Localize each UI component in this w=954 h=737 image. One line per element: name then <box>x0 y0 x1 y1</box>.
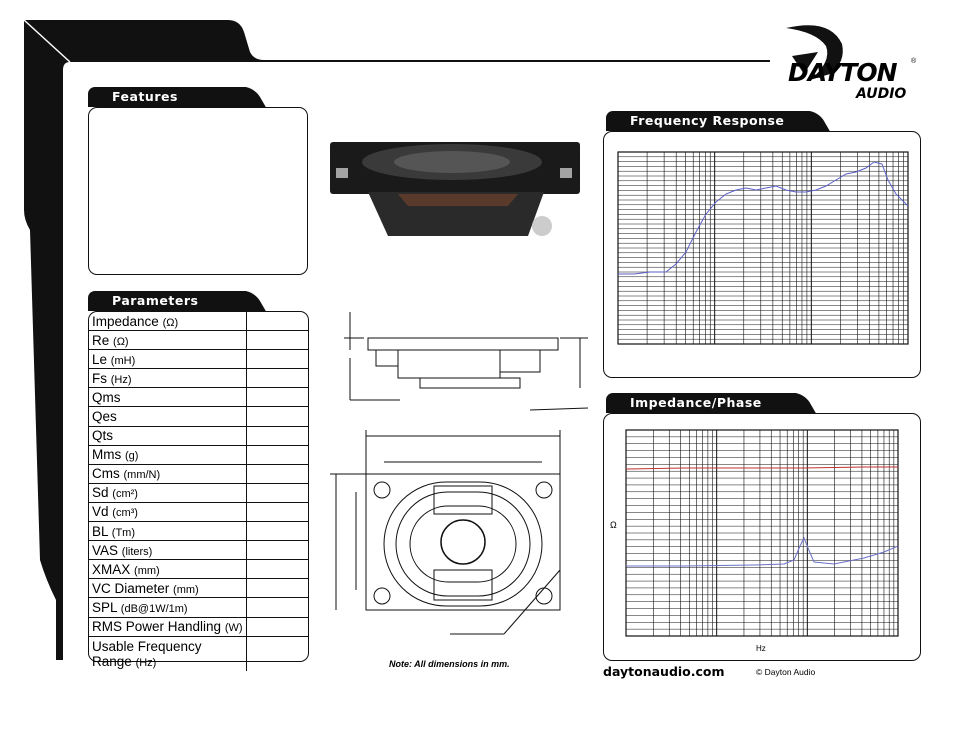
parameter-row <box>89 312 308 331</box>
parameter-name: SPL <box>92 599 118 615</box>
parameter-label <box>89 464 247 483</box>
parameter-row <box>89 617 308 636</box>
parameters-heading: Parameters <box>88 291 246 311</box>
parameter-label <box>89 560 247 579</box>
parameter-name: VC Diameter <box>92 580 170 596</box>
side-view-drawing <box>340 310 590 410</box>
parameter-name: XMAX <box>92 561 131 577</box>
parameter-label <box>89 483 247 502</box>
copyright-text: © Dayton Audio <box>756 667 816 677</box>
impedance-curve <box>626 467 898 469</box>
parameter-value <box>247 445 309 464</box>
parameter-value <box>247 502 309 521</box>
parameter-unit: (cm³) <box>112 507 138 520</box>
features-heading: Features <box>88 87 246 107</box>
impedance-x-label: Hz <box>756 644 766 653</box>
parameter-label <box>89 636 247 671</box>
parameter-row <box>89 560 308 579</box>
parameter-row <box>89 407 308 426</box>
dayton-audio-logo <box>770 22 920 112</box>
parameter-unit: (Ω) <box>113 335 129 348</box>
parameter-unit: (cm²) <box>112 488 138 501</box>
brand-sub: AUDIO <box>856 86 907 102</box>
parameter-row <box>89 579 308 598</box>
impedance-phase-chart <box>604 414 920 660</box>
impedance-phase-box <box>603 413 921 661</box>
parameter-label <box>89 369 247 388</box>
parameter-name: Mms <box>92 447 122 463</box>
parameter-unit: (liters) <box>121 545 153 558</box>
parameter-row <box>89 464 308 483</box>
frequency-response-heading: Frequency Response <box>606 111 810 131</box>
parameter-row <box>89 598 308 617</box>
parameter-value <box>247 636 309 671</box>
parameter-name: Qts <box>92 428 114 444</box>
parameter-value <box>247 312 309 331</box>
parameter-row <box>89 541 308 560</box>
parameter-value <box>247 560 309 579</box>
parameter-label <box>89 502 247 521</box>
parameter-unit: (W) <box>224 622 243 635</box>
website-link[interactable]: daytonaudio.com <box>603 664 725 679</box>
parameter-label <box>89 312 247 331</box>
parameter-name: Vd <box>92 504 109 520</box>
parameter-unit: (mm) <box>173 583 199 596</box>
parameter-row <box>89 502 308 521</box>
parameter-label <box>89 426 247 445</box>
parameter-label <box>89 579 247 598</box>
parameter-name: Le <box>92 351 108 367</box>
parameter-value <box>247 579 309 598</box>
parameter-row <box>89 426 308 445</box>
parameter-row <box>89 522 308 541</box>
parameter-name: RMS Power Handling <box>92 619 222 635</box>
parameter-value <box>247 541 309 560</box>
parameter-name: Re <box>92 332 110 348</box>
impedance-y-label: Ω <box>610 520 617 530</box>
parameter-name: Fs <box>92 370 107 386</box>
parameter-row <box>89 483 308 502</box>
parameter-label <box>89 388 247 407</box>
parameter-unit: (Hz) <box>135 656 157 669</box>
front-view-drawing <box>330 430 578 650</box>
parameter-unit: (mm) <box>134 564 160 577</box>
parameter-label <box>89 407 247 426</box>
parameter-row <box>89 350 308 369</box>
dimensions-note: Note: All dimensions in mm. <box>389 659 510 669</box>
parameter-row <box>89 331 308 350</box>
parameter-value <box>247 617 309 636</box>
parameter-unit: (mH) <box>110 354 136 367</box>
frequency-response-chart <box>604 132 920 377</box>
parameter-unit: (Tm) <box>111 526 135 539</box>
parameter-value <box>247 598 309 617</box>
parameter-name: Impedance <box>92 313 159 329</box>
phase-curve <box>626 538 898 566</box>
brand-registered: ® <box>911 58 917 65</box>
parameter-name: Cms <box>92 466 120 482</box>
parameter-unit: (Ω) <box>162 316 179 329</box>
parameter-unit: (mm/N) <box>123 469 161 482</box>
parameter-row <box>89 445 308 464</box>
parameter-value <box>247 426 309 445</box>
parameter-value <box>247 483 309 502</box>
parameter-unit: (Hz) <box>110 373 132 386</box>
parameter-unit: (dB@1W/1m) <box>120 602 188 615</box>
parameter-row <box>89 369 308 388</box>
parameter-value <box>247 388 309 407</box>
parameter-value <box>247 407 309 426</box>
parameter-unit: (g) <box>125 450 139 463</box>
impedance-phase-heading: Impedance/Phase <box>606 393 796 413</box>
parameter-label <box>89 598 247 617</box>
parameter-name: BL <box>92 523 109 539</box>
parameter-name: Usable Frequency Range <box>92 638 202 669</box>
parameters-table-box <box>88 311 309 669</box>
parameter-value <box>247 350 309 369</box>
features-box <box>88 107 308 275</box>
parameter-row <box>89 388 308 407</box>
parameter-name: VAS <box>92 542 119 558</box>
parameter-label <box>89 541 247 560</box>
brand-name: DAYTON <box>788 58 897 87</box>
parameter-value <box>247 331 309 350</box>
parameter-label <box>89 617 247 636</box>
parameter-value <box>247 522 309 541</box>
parameter-row <box>89 636 308 671</box>
frequency-response-curve <box>618 162 908 274</box>
speaker-photo <box>328 140 584 240</box>
parameter-value <box>247 369 309 388</box>
frequency-response-box <box>603 131 921 378</box>
parameter-label <box>89 331 247 350</box>
parameter-name: Qes <box>92 409 117 425</box>
parameters-table <box>89 312 308 671</box>
parameter-value <box>247 464 309 483</box>
parameter-name: Sd <box>92 485 109 501</box>
parameter-name: Qms <box>92 389 121 405</box>
parameter-label <box>89 350 247 369</box>
parameter-label <box>89 522 247 541</box>
parameter-label <box>89 445 247 464</box>
